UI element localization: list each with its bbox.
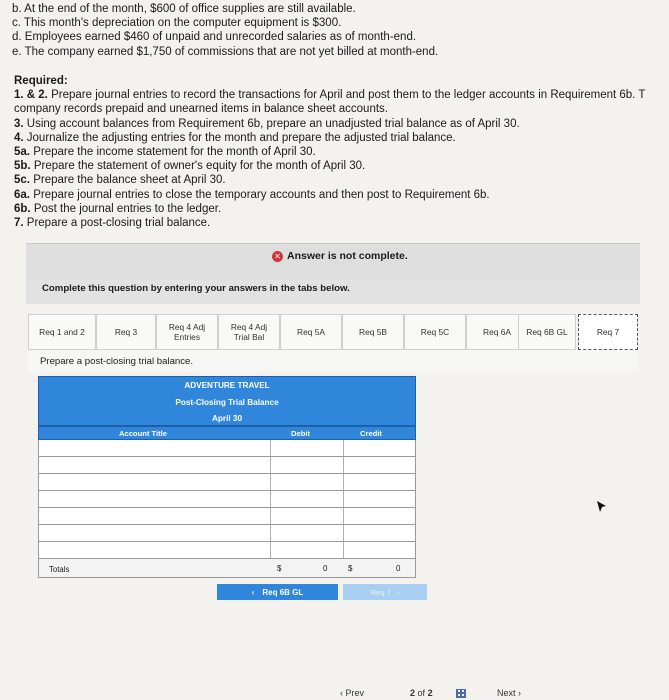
tab-req-5b[interactable]: Req 5B bbox=[342, 314, 404, 350]
debit-currency: $ bbox=[277, 564, 282, 573]
problem-statement bbox=[12, 2, 438, 59]
chevron-left-icon: ‹ bbox=[340, 688, 346, 698]
required-line: company records prepaid and unearned items in balance sheet accounts. bbox=[14, 103, 388, 116]
table-row bbox=[38, 474, 416, 491]
next-tab-label: Req 7 bbox=[370, 587, 391, 597]
table-row bbox=[38, 525, 416, 542]
answer-status-text: Answer is not complete. bbox=[287, 250, 408, 262]
problem-item-b: b. At the end of the month, $600 of office supplies are still available. bbox=[12, 3, 356, 15]
chevron-left-icon: ‹ bbox=[251, 587, 255, 597]
debit-input[interactable] bbox=[270, 525, 344, 541]
trial-balance-header bbox=[38, 376, 416, 426]
tab-req-1-2[interactable]: Req 1 and 2 bbox=[28, 314, 96, 350]
problem-item-e: e. The company earned $1,750 of commissions that are not yet billed at month-end. bbox=[12, 45, 439, 58]
required-line: 5a. Prepare the income statement for the month of April 30. bbox=[14, 146, 316, 159]
tab-req-6b-gl[interactable]: Req 6B GL bbox=[518, 314, 576, 350]
error-x-icon: ✕ bbox=[272, 251, 283, 262]
account-input[interactable] bbox=[39, 525, 271, 541]
col-account-title: Account Title bbox=[119, 429, 167, 438]
account-input[interactable] bbox=[39, 491, 271, 507]
table-row bbox=[38, 508, 416, 525]
debit-input[interactable] bbox=[270, 440, 344, 456]
tab-req-6a[interactable]: Req 6A bbox=[466, 314, 528, 350]
required-line: 3. Using account balances from Requirement 6b, prepare an unadjusted trial balance as of April 30. bbox=[14, 117, 520, 130]
statement-title: Post-Closing Trial Balance bbox=[175, 398, 279, 407]
statement-date: April 30 bbox=[211, 414, 243, 423]
tab-req-5c[interactable]: Req 5C bbox=[404, 314, 466, 350]
tab-req-5a[interactable]: Req 5A bbox=[280, 314, 342, 350]
mouse-cursor-icon bbox=[596, 500, 608, 514]
credit-currency: $ bbox=[348, 564, 353, 573]
answer-status bbox=[272, 250, 408, 262]
chevron-right-icon: › bbox=[396, 587, 400, 597]
page-indicator: 2 of 2 bbox=[410, 688, 433, 698]
prev-tab-label: Req 6B GL bbox=[262, 587, 304, 597]
required-line: 5b. Prepare the statement of owner's equity for the month of April 30. bbox=[14, 160, 366, 173]
required-line: 6b. Post the journal entries to the ledger. bbox=[14, 202, 222, 215]
tab-req-4-adj-trial-bal[interactable]: Req 4 Adj Trial Bal bbox=[218, 314, 280, 350]
required-line: 5c. Prepare the balance sheet at April 30. bbox=[14, 174, 226, 187]
problem-item-d: d. Employees earned $460 of unpaid and unrecorded salaries as of month-end. bbox=[12, 31, 417, 44]
prev-tab-button[interactable] bbox=[217, 584, 338, 600]
prev-page-button[interactable]: ‹ Prev bbox=[340, 688, 365, 698]
debit-input[interactable] bbox=[270, 457, 344, 473]
table-row bbox=[38, 491, 416, 508]
account-input[interactable] bbox=[39, 440, 271, 456]
problem-item-c: c. This month's depreciation on the computer equipment is $300. bbox=[12, 17, 342, 30]
col-debit: Debit bbox=[291, 429, 310, 438]
table-row bbox=[38, 440, 416, 457]
account-input[interactable] bbox=[39, 457, 271, 473]
totals-row bbox=[38, 558, 416, 578]
column-headers bbox=[38, 426, 416, 440]
debit-input[interactable] bbox=[270, 491, 344, 507]
tab-req-7[interactable]: Req 7 bbox=[578, 314, 638, 350]
requirement-tabs bbox=[28, 314, 638, 350]
credit-total: 0 bbox=[396, 564, 401, 573]
table-row bbox=[38, 542, 416, 559]
post-closing-trial-balance bbox=[38, 376, 416, 576]
debit-input[interactable] bbox=[270, 542, 344, 558]
required-line: 6a. Prepare journal entries to close the temporary accounts and then post to Requirement 6b. bbox=[14, 188, 490, 201]
next-tab-button[interactable] bbox=[343, 584, 427, 600]
required-section bbox=[14, 74, 645, 230]
tab-req-3[interactable]: Req 3 bbox=[96, 314, 156, 350]
table-row bbox=[38, 457, 416, 474]
required-heading: Required: bbox=[14, 75, 68, 87]
company-name: ADVENTURE TRAVEL bbox=[184, 381, 270, 390]
tab-prompt: Prepare a post-closing trial balance. bbox=[40, 356, 194, 367]
chevron-right-icon: › bbox=[515, 688, 522, 698]
account-input[interactable] bbox=[39, 474, 271, 490]
col-credit: Credit bbox=[360, 429, 382, 438]
required-line: 7. Prepare a post-closing trial balance. bbox=[14, 217, 211, 230]
grid-icon[interactable] bbox=[456, 689, 466, 698]
account-input[interactable] bbox=[39, 542, 271, 558]
required-line: 4. Journalize the adjusting entries for the month and prepare the adjusted trial balance. bbox=[14, 131, 456, 144]
required-line: 1. & 2. Prepare journal entries to record the transactions for April and post them to the ledger accounts in Requirement 6b. T bbox=[14, 89, 646, 102]
debit-total: 0 bbox=[323, 564, 328, 573]
totals-label: Totals bbox=[49, 565, 70, 574]
debit-input[interactable] bbox=[270, 508, 344, 524]
instructions-text: Complete this question by entering your answers in the tabs below. bbox=[42, 283, 350, 294]
account-input[interactable] bbox=[39, 508, 271, 524]
next-page-button[interactable]: Next › bbox=[497, 688, 522, 698]
tab-req-4-adj-entries[interactable]: Req 4 Adj Entries bbox=[156, 314, 218, 350]
debit-input[interactable] bbox=[270, 474, 344, 490]
